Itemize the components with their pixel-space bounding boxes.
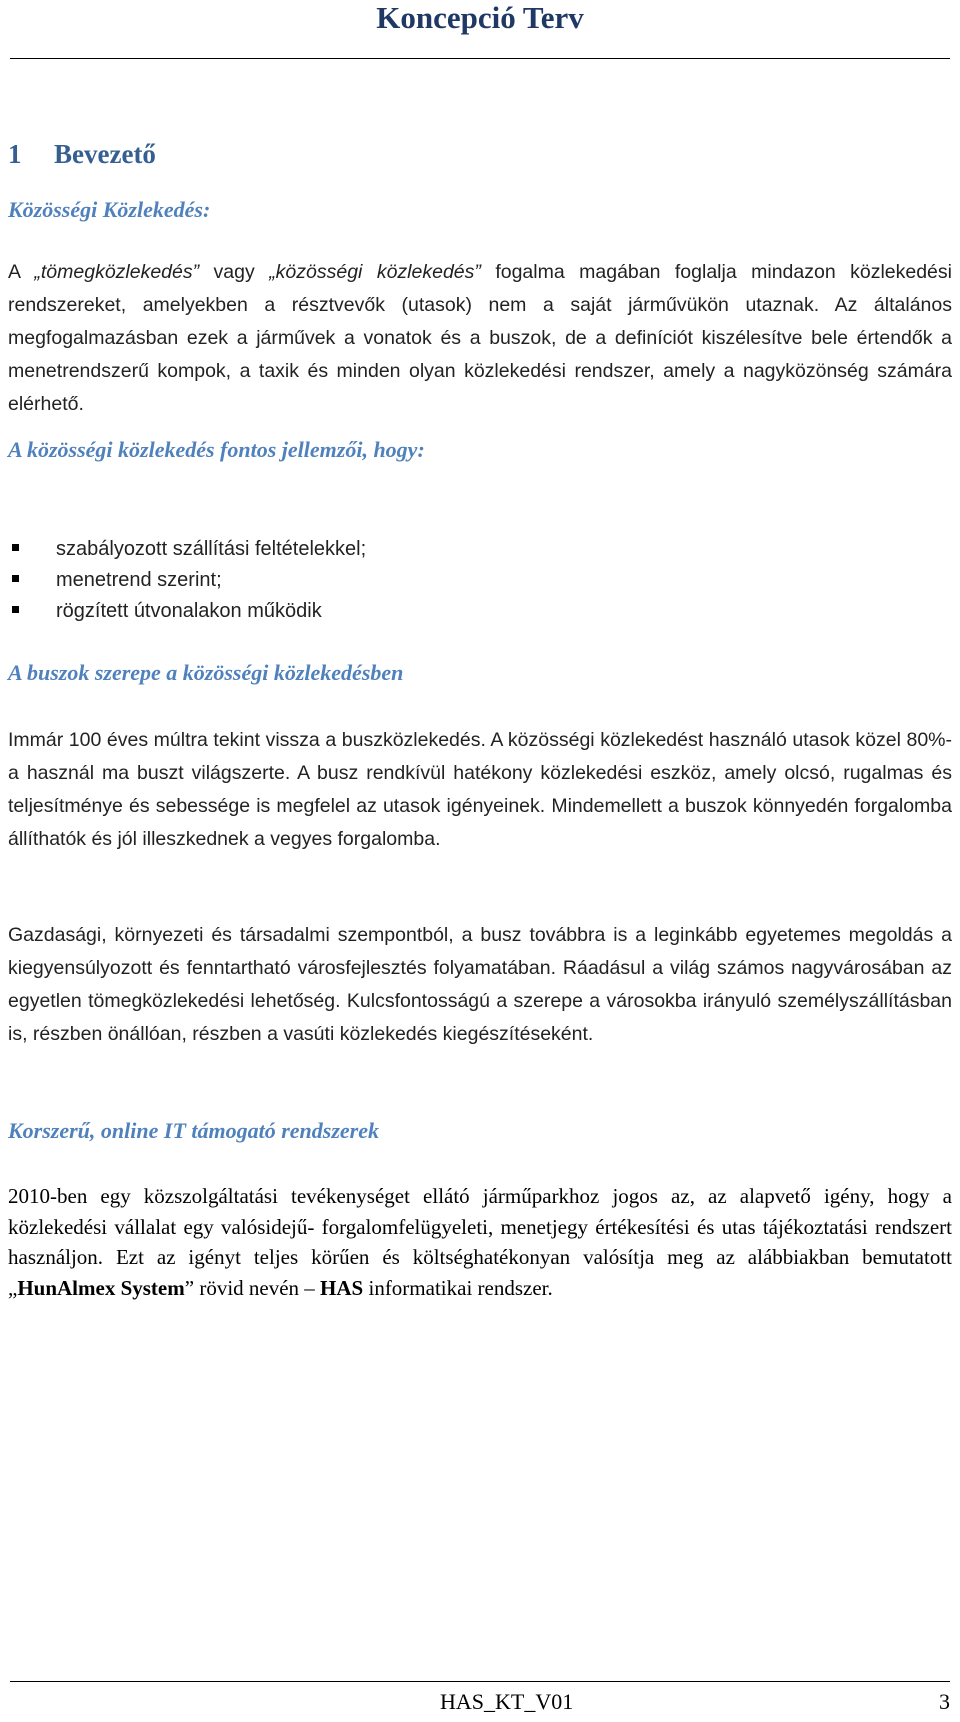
term-mass-transport: „tömegközlekedés” xyxy=(34,261,200,283)
section-title: Bevezető xyxy=(54,139,156,169)
text-run: A xyxy=(8,261,35,283)
section-number: 1 xyxy=(8,139,22,169)
features-list xyxy=(8,534,366,627)
paragraph-bus-role-2: Gazdasági, környezeti és társadalmi szempontból, a busz továbbra is a leginkább egyetemes megoldás a kiegyensúlyozott és fenntartható városfejlesztés folyamatában. Ráadásul a világ számos nagyvárosában az egyetlen tömegközlekedési lehetőség. Kulcsfontosságú a szerepe a városokba irányuló személyszállításban is, részben önállóan, részben a vasúti közlekedés kiegészítéseként. xyxy=(8,924,952,1045)
list-item-text: rögzített útvonalakon működik xyxy=(56,600,322,622)
paragraph-bus-role-1: Immár 100 éves múltra tekint vissza a buszközlekedés. A közösségi közlekedést használó utasok közel 80%-a használ ma buszt világszerte. A busz rendkívül hatékony közlekedési eszköz, amely olcsó, rugalmas és teljesítménye és sebessége is megfelel az utasok igényeinek. Mindemellett a buszok könnyedén forgalomba állíthatók és jól illeszkednek a vegyes forgalomba. xyxy=(8,729,952,850)
square-bullet-icon xyxy=(12,606,19,613)
term-community-transport: „közösségi közlekedés” xyxy=(269,261,481,283)
heading-features: A közösségi közlekedés fontos jellemzői, hogy: xyxy=(8,437,425,462)
list-item-text: szabályozott szállítási feltételekkel; xyxy=(56,538,367,560)
text-run: informatikai rendszer. xyxy=(363,1275,553,1300)
list-item-text: menetrend szerint; xyxy=(56,569,222,591)
paragraph-it-systems xyxy=(8,1181,952,1303)
text-run: fogalma magában foglalja mindazon közlekedési rendszereket, amelyekben a résztvevők (utasok) nem a saját járművükön utaznak. Az általános megfogalmazásban ezek a járművek a vonatok és a buszok, de a definíciót kiszélesítve bele értendők a menetrendszerű kompok, a taxik és minden olyan közlekedési rendszer, amely a nagyközönség számára elérhető. xyxy=(8,261,952,415)
page-header-title: Koncepció Terv xyxy=(376,0,584,35)
brand-abbreviation: HAS xyxy=(320,1275,364,1300)
footer-page-number: 3 xyxy=(939,1689,950,1714)
heading-it-systems: Korszerű, online IT támogató rendszerek xyxy=(8,1118,379,1143)
square-bullet-icon xyxy=(12,575,19,582)
footer-document-code: HAS_KT_V01 xyxy=(440,1689,574,1714)
heading-community-transport: Közösségi Közlekedés: xyxy=(8,197,211,222)
heading-bus-role: A buszok szerepe a közösségi közlekedésben xyxy=(8,660,404,685)
text-run: ” rövid nevén – xyxy=(184,1275,321,1300)
footer-rule xyxy=(10,1681,950,1682)
list-item xyxy=(8,534,366,565)
list-item xyxy=(8,596,366,627)
section-heading xyxy=(8,137,156,171)
text-run: vagy xyxy=(199,261,270,283)
list-item xyxy=(8,565,366,596)
text-run: 2010-ben egy közszolgáltatási tevékenységet ellátó járműparkhoz jogos az, az alapvető igény, hogy a közlekedési vállalat egy valósidejű- forgalomfelügyeleti, menetjegy értékesítési és utas tájékoztatási rendszert használjon. Ezt az igényt teljes körűen és költséghatékonyan valósítja meg az alábbiakban bemutatott „ xyxy=(8,1184,952,1300)
square-bullet-icon xyxy=(12,544,19,551)
header-rule xyxy=(10,58,950,59)
paragraph-community-transport xyxy=(8,256,952,421)
brand-name: HunAlmex System xyxy=(17,1275,185,1300)
